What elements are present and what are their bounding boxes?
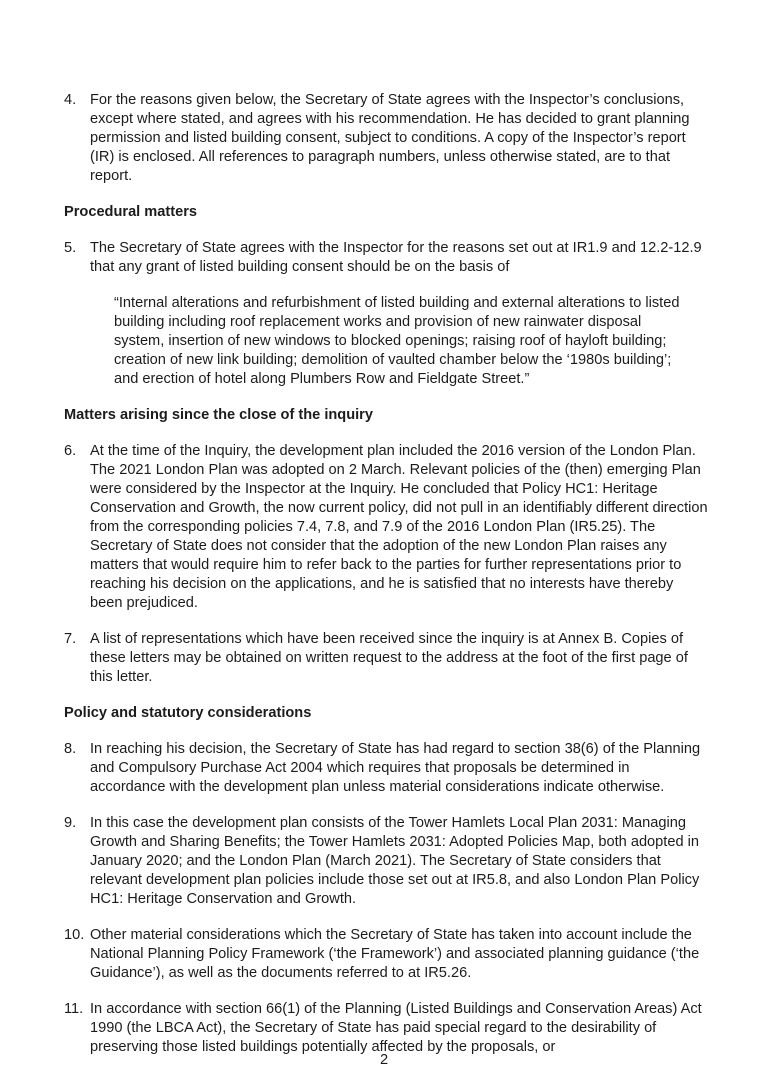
paragraph-9-text: In this case the development plan consists of the Tower Hamlets Local Plan 2031: Managing Growth and Sharing Benefits; the Tower Hamlets 2031: Adopted Policies Map, both adopted in January 2020; and the London Plan (March 2021). The Secretary of State considers that relevant development plan policies include those set out at IR5.8, and also London Plan Policy HC1: Heritage Conservation and Growth. [90, 815, 700, 907]
paragraph-4 [64, 91, 708, 186]
paragraph-6-text: At the time of the Inquiry, the development plan included the 2016 version of the London Plan. The 2021 London Plan was adopted on 2 March. Relevant policies of the (then) emerging Plan were considered by the Inspector at the Inquiry. He concluded that Policy HC1: Heritage Conservation and Growth, the now current policy, did not pull in an identifiably different direction from the corresponding policies 7.4, 7.8, and 7.9 of the 2016 London Plan (IR5.25). The Secretary of State does not consider that the adoption of the new London Plan raises any matters that would require him to refer back to the parties for further representations prior to reaching his decision on the applications, and he is satisfied that no interests have thereby been prejudiced. [90, 443, 708, 611]
paragraph-10 [64, 926, 708, 983]
paragraph-8 [64, 740, 708, 797]
section-heading-policy-considerations: Policy and statutory considerations [64, 705, 312, 721]
paragraph-7-text: A list of representations which have been received since the inquiry is at Annex B. Copies of these letters may be obtained on written request to the address at the foot of the first page of this letter. [90, 631, 688, 685]
paragraph-9-number: 9. [64, 815, 77, 831]
paragraph-4-number: 4. [64, 92, 77, 108]
letter-body [64, 91, 708, 1074]
paragraph-8-number: 8. [64, 741, 77, 757]
paragraph-8-text: In reaching his decision, the Secretary of State has had regard to section 38(6) of the Planning and Compulsory Purchase Act 2004 which requires that proposals be determined in accordance with the development plan unless material considerations indicate otherwise. [90, 741, 701, 795]
paragraph-5 [64, 239, 708, 277]
paragraph-7-number: 7. [64, 631, 77, 647]
page-number: 2 [379, 1052, 389, 1068]
paragraph-10-text: Other material considerations which the Secretary of State has taken into account include the National Planning Policy Framework (‘the Framework’) and associated planning guidance (‘the Guidance’), as well as the documents referred to at IR5.26. [90, 927, 700, 981]
paragraph-11 [64, 1000, 708, 1057]
section-heading-procedural-matters: Procedural matters [64, 204, 198, 220]
paragraph-11-text: In accordance with section 66(1) of the Planning (Listed Buildings and Conservation Areas) Act 1990 (the LBCA Act), the Secretary of State has paid special regard to the desirability of preserving those listed buildings potentially affected by the proposals, or [90, 1001, 702, 1055]
paragraph-9 [64, 814, 708, 909]
section-heading-matters-arising: Matters arising since the close of the inquiry [64, 407, 373, 423]
paragraph-6 [64, 442, 708, 613]
paragraph-5-text: The Secretary of State agrees with the Inspector for the reasons set out at IR1.9 and 12.2-12.9 that any grant of listed building consent should be on the basis of [90, 240, 702, 275]
paragraph-5-number: 5. [64, 240, 77, 256]
paragraph-6-number: 6. [64, 443, 77, 459]
paragraph-11-number: 11. [64, 1001, 84, 1017]
paragraph-7 [64, 630, 708, 687]
consent-basis-blockquote: “Internal alterations and refurbishment of listed building and external alterations to listed building including roof replacement works and provision of new rainwater disposal system, insertion of new windows to blocked openings; raising roof of hayloft building; creation of new link building; demolition of vaulted chamber below the ‘1980s building’; and erection of hotel along Plumbers Row and Fieldgate Street.” [114, 295, 680, 387]
paragraph-10-number: 10. [64, 927, 85, 943]
paragraph-4-text: For the reasons given below, the Secretary of State agrees with the Inspector’s conclusions, except where stated, and agrees with his recommendation. He has decided to grant planning permission and listed building consent, subject to conditions. A copy of the Inspector’s report (IR) is enclosed. All references to paragraph numbers, unless otherwise stated, are to that report. [90, 92, 690, 184]
